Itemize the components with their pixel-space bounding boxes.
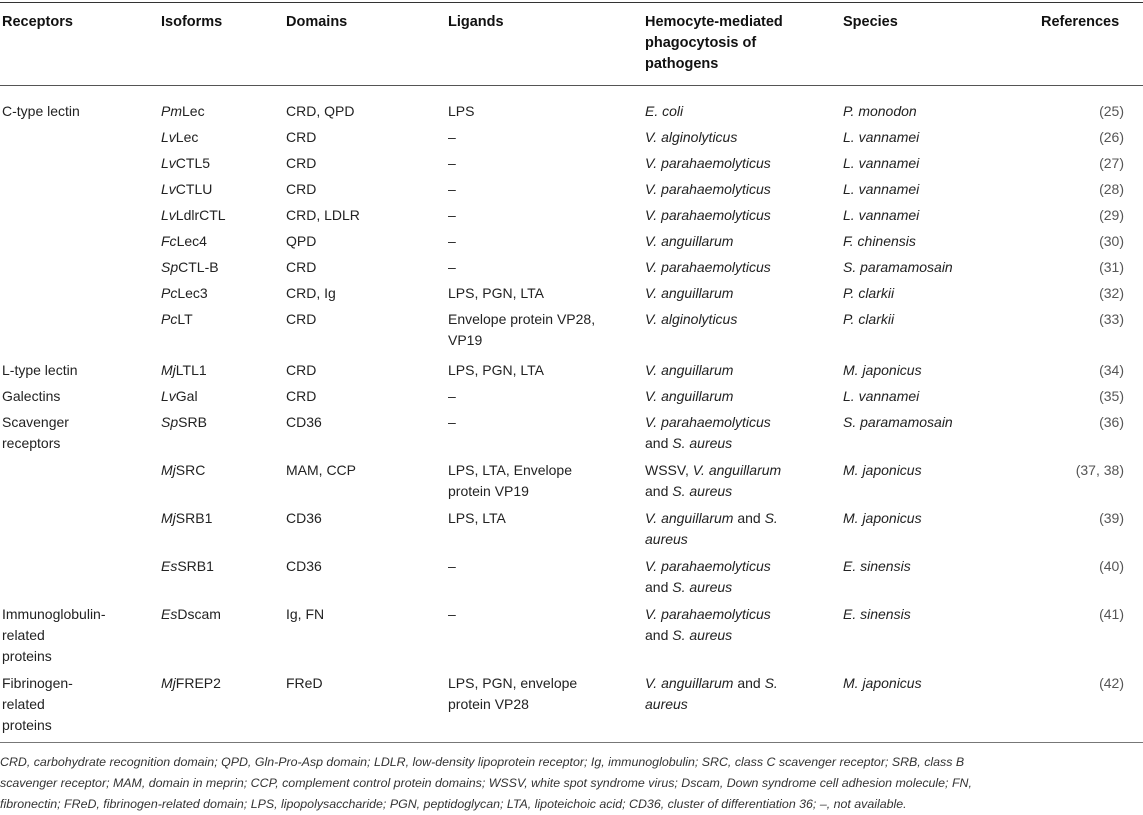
reference-paren: ( [1099, 233, 1104, 249]
reference-cell [1099, 153, 1124, 174]
pathogen-text: V. parahaemolyticus [645, 414, 771, 430]
pathogen-line [645, 101, 683, 122]
ligands-line: LPS, PGN, LTA [448, 285, 544, 301]
species-cell: L. vannamei [843, 207, 920, 223]
isoform-prefix: Sp [161, 414, 179, 430]
isoform-suffix: Gal [175, 388, 198, 404]
isoform-cell [161, 460, 205, 481]
ligands-cell [448, 179, 456, 200]
pathogen-text: and [645, 435, 673, 451]
ligands-cell [448, 127, 456, 148]
receptor-group-label: Fibrinogen- [2, 675, 73, 691]
reference-separator: , [1095, 462, 1104, 478]
pathogen-line [645, 625, 771, 646]
ligands-line: LPS, PGN, envelope [448, 675, 578, 691]
isoform-suffix: Lec4 [176, 233, 207, 249]
receptor-group-label: proteins [2, 717, 52, 733]
ligands-line: VP19 [448, 332, 483, 348]
receptor-group-label: L-type lectin [2, 362, 78, 378]
receptor-group-label: Galectins [2, 388, 61, 404]
domains-cell: FReD [286, 675, 323, 691]
reference-paren: ) [1119, 510, 1124, 526]
ligands-line: – [448, 129, 456, 145]
ligands-cell [448, 153, 456, 174]
reference-paren: ( [1099, 675, 1104, 691]
pathogen-line [645, 604, 771, 625]
species-cell: L. vannamei [843, 129, 920, 145]
isoform-cell [161, 283, 208, 304]
pathogen-text: S. aureus [672, 579, 733, 595]
isoform-suffix: SRB [178, 414, 207, 430]
reference-paren: ( [1099, 103, 1104, 119]
pathogen-line [645, 481, 781, 502]
reference-link[interactable]: 40 [1103, 558, 1120, 574]
pathogen-text: S. aureus [672, 435, 733, 451]
pathogen-text: and [733, 510, 765, 526]
domains-cell: CRD, QPD [286, 103, 355, 119]
ligands-line: – [448, 259, 456, 275]
ligands-cell [448, 257, 456, 278]
pathogen-text: V. anguillarum [645, 675, 734, 691]
pathogen-text: aureus [645, 531, 688, 547]
reference-paren: ( [1075, 462, 1081, 478]
ligands-line: LPS, LTA, Envelope [448, 462, 572, 478]
reference-link[interactable]: 31 [1103, 259, 1120, 275]
isoform-cell [161, 604, 221, 625]
isoform-suffix: SRB1 [175, 510, 213, 526]
reference-paren: ) [1119, 259, 1124, 275]
reference-paren: ( [1099, 362, 1104, 378]
domains-cell: Ig, FN [286, 606, 325, 622]
pathogen-line [645, 153, 771, 174]
isoform-suffix: Lec [175, 129, 199, 145]
reference-paren: ( [1099, 311, 1104, 327]
table-footnote [0, 752, 1140, 815]
ligands-line: – [448, 207, 456, 223]
pathogen-text: V. alginolyticus [645, 311, 738, 327]
pathogen-text: and [733, 675, 765, 691]
reference-paren: ) [1119, 362, 1124, 378]
pathogen-cell [645, 604, 771, 646]
pathogen-line [645, 127, 737, 148]
isoform-prefix: Pm [161, 103, 182, 119]
pathogen-line [645, 231, 733, 252]
pathogen-text: S. aureus [672, 483, 733, 499]
ligands-cell [448, 604, 456, 625]
pathogen-text: and [645, 627, 673, 643]
reference-paren: ) [1119, 388, 1124, 404]
isoform-prefix: Es [161, 558, 178, 574]
receptor-group-cell [2, 673, 73, 736]
reference-cell [1099, 205, 1124, 226]
isoform-cell [161, 153, 210, 174]
reference-link[interactable]: 41 [1103, 606, 1120, 622]
reference-paren: ) [1119, 129, 1124, 145]
reference-paren: ) [1119, 233, 1124, 249]
pathogen-text: V. parahaemolyticus [645, 606, 771, 622]
receptor-group-label: related [2, 627, 45, 643]
species-cell: M. japonicus [843, 510, 922, 526]
isoform-cell [161, 386, 198, 407]
ligands-cell [448, 101, 474, 122]
isoform-suffix: CTL-B [178, 259, 219, 275]
isoform-suffix: SRB1 [177, 558, 214, 574]
pathogen-line [645, 460, 781, 481]
header-species: Species [843, 14, 898, 30]
species-cell: E. sinensis [843, 558, 911, 574]
isoform-prefix: Lv [161, 129, 176, 145]
ligands-line: protein VP28 [448, 696, 529, 712]
ligands-line: – [448, 606, 456, 622]
reference-link[interactable]: 37 [1080, 462, 1096, 478]
reference-link[interactable]: 39 [1103, 510, 1120, 526]
domains-cell: MAM, CCP [286, 462, 356, 478]
isoform-suffix: Dscam [177, 606, 221, 622]
domains-cell: CD36 [286, 558, 322, 574]
header-ligands: Ligands [448, 14, 504, 30]
isoform-suffix: LTL1 [175, 362, 207, 378]
receptor-group-label: proteins [2, 648, 52, 664]
isoform-cell [161, 101, 205, 122]
pathogen-cell [645, 257, 771, 278]
species-cell: S. paramamosain [843, 259, 953, 275]
reference-cell [1099, 127, 1124, 148]
species-cell: S. paramamosain [843, 414, 953, 430]
isoform-prefix: Mj [161, 510, 176, 526]
reference-cell [1099, 101, 1124, 122]
reference-cell [1099, 604, 1124, 625]
reference-link[interactable]: 42 [1103, 675, 1120, 691]
isoform-prefix: Fc [161, 233, 177, 249]
ligands-line: LPS, PGN, LTA [448, 362, 544, 378]
ligands-cell [448, 412, 456, 433]
reference-paren: ) [1119, 606, 1124, 622]
reference-paren: ( [1099, 285, 1104, 301]
pathogen-text: V. parahaemolyticus [645, 558, 771, 574]
reference-paren: ) [1119, 462, 1124, 478]
isoform-prefix: Es [161, 606, 178, 622]
reference-cell [1099, 673, 1124, 694]
header-phagocytosis [645, 12, 783, 75]
isoform-cell [161, 127, 198, 148]
ligands-line: LPS, LTA [448, 510, 506, 526]
domains-cell: CRD [286, 129, 317, 145]
ligands-cell [448, 231, 456, 252]
pathogen-cell [645, 556, 771, 598]
isoform-cell [161, 556, 214, 577]
isoform-cell [161, 360, 207, 381]
header-phagocytosis-line: phagocytosis of [645, 35, 757, 51]
reference-cell [1099, 360, 1124, 381]
species-cell: M. japonicus [843, 362, 922, 378]
pathogen-text: V. anguillarum [645, 362, 734, 378]
domains-cell: CRD, Ig [286, 285, 336, 301]
reference-cell [1099, 231, 1124, 252]
pathogen-text: V. parahaemolyticus [645, 207, 771, 223]
ligands-cell [448, 460, 572, 502]
reference-cell [1099, 283, 1124, 304]
reference-link[interactable]: 28 [1103, 181, 1120, 197]
isoform-suffix: FREP2 [175, 675, 221, 691]
ligands-cell [448, 386, 456, 407]
footnote-line: scavenger receptor; MAM, domain in meprin; CCP, complement control protein domains; WSSV, white spot syndrome virus; Dscam, Down syndrome cell adhesion molecule; FN, [0, 776, 972, 790]
receptor-group-cell [2, 604, 106, 667]
pathogen-line [645, 360, 733, 381]
ligands-line: – [448, 155, 456, 171]
domains-cell: CRD [286, 181, 317, 197]
header-references: References [1041, 14, 1120, 30]
isoform-suffix: CTLU [175, 181, 213, 197]
domains-cell: CRD [286, 362, 317, 378]
pathogen-cell [645, 101, 683, 122]
isoform-suffix: SRC [175, 462, 206, 478]
domains-cell: CRD [286, 259, 317, 275]
reference-paren: ) [1119, 414, 1124, 430]
reference-link[interactable]: 30 [1103, 233, 1120, 249]
pathogen-text: V. anguillarum [645, 285, 734, 301]
reference-paren: ( [1099, 388, 1104, 404]
reference-paren: ( [1099, 558, 1104, 574]
reference-link[interactable]: 27 [1103, 155, 1120, 171]
species-cell: M. japonicus [843, 462, 922, 478]
pathogen-text: and [645, 483, 673, 499]
reference-link[interactable]: 33 [1103, 311, 1120, 327]
receptor-group-label: Immunoglobulin- [2, 606, 106, 622]
receptor-group-label: related [2, 696, 45, 712]
ligands-line: – [448, 388, 456, 404]
reference-cell [1099, 556, 1124, 577]
ligands-line: Envelope protein VP28, [448, 311, 596, 327]
pathogen-cell [645, 508, 778, 550]
receptor-group-cell [2, 412, 69, 454]
isoform-suffix: CTL5 [175, 155, 211, 171]
reference-paren: ( [1099, 155, 1104, 171]
isoform-cell [161, 508, 212, 529]
pathogen-line [645, 529, 778, 550]
domains-cell: CD36 [286, 414, 322, 430]
isoform-prefix: Mj [161, 462, 176, 478]
reference-cell [1099, 508, 1124, 529]
species-cell: L. vannamei [843, 181, 920, 197]
pathogen-text: V. anguillarum [645, 233, 734, 249]
header-isoforms: Isoforms [161, 14, 223, 30]
ligands-cell [448, 556, 456, 577]
ligands-cell [448, 309, 595, 351]
receptor-group-label: receptors [2, 435, 61, 451]
reference-paren: ) [1119, 558, 1124, 574]
pathogen-text: aureus [645, 696, 688, 712]
reference-cell [1099, 179, 1124, 200]
reference-link[interactable]: 25 [1103, 103, 1120, 119]
pathogen-text: V. parahaemolyticus [645, 155, 771, 171]
ligands-cell [448, 508, 506, 529]
pathogen-line [645, 283, 733, 304]
receptor-group-cell [2, 101, 80, 122]
isoform-cell [161, 205, 226, 226]
pathogen-line [645, 412, 771, 433]
pathogen-cell [645, 179, 771, 200]
table-header-rule [0, 85, 1143, 86]
pathogen-line [645, 386, 733, 407]
pathogen-text: V. alginolyticus [645, 129, 738, 145]
header-phagocytosis-line: Hemocyte-mediated [645, 14, 783, 30]
pathogen-line [645, 508, 778, 529]
isoform-cell [161, 412, 207, 433]
species-cell: P. clarkii [843, 285, 895, 301]
pathogen-line [645, 309, 737, 330]
footnote-line: CRD, carbohydrate recognition domain; QPD, Gln-Pro-Asp domain; LDLR, low-density lipoprotein receptor; Ig, immunoglobulin; SRC, class C scavenger receptor; SRB, class B [0, 755, 965, 769]
isoform-prefix: Mj [161, 362, 176, 378]
species-cell: F. chinensis [843, 233, 916, 249]
ligands-line: – [448, 233, 456, 249]
domains-cell: CRD, LDLR [286, 207, 360, 223]
reference-paren: ( [1099, 207, 1104, 223]
table-bottom-rule [0, 742, 1143, 743]
ligands-cell [448, 360, 544, 381]
pathogen-cell [645, 231, 733, 252]
reference-paren: ) [1119, 675, 1124, 691]
reference-paren: ( [1099, 510, 1104, 526]
reference-paren: ) [1119, 207, 1124, 223]
isoform-cell [161, 231, 207, 252]
isoform-cell [161, 257, 219, 278]
pathogen-cell [645, 386, 733, 407]
reference-link[interactable]: 29 [1103, 207, 1120, 223]
isoform-prefix: Lv [161, 155, 176, 171]
isoform-suffix: Lec3 [177, 285, 208, 301]
pathogen-text: E. coli [645, 103, 684, 119]
pathogen-text: S. [764, 675, 778, 691]
pathogen-text: S. aureus [672, 627, 733, 643]
ligands-cell [448, 205, 456, 226]
species-cell: M. japonicus [843, 675, 922, 691]
pathogen-line [645, 179, 771, 200]
ligands-line: protein VP19 [448, 483, 529, 499]
pathogen-cell [645, 460, 781, 502]
reference-paren: ( [1099, 181, 1104, 197]
reference-paren: ) [1119, 311, 1124, 327]
isoform-cell [161, 673, 221, 694]
reference-paren: ) [1119, 155, 1124, 171]
isoform-prefix: Lv [161, 181, 176, 197]
receptor-group-cell [2, 386, 60, 407]
reference-paren: ( [1099, 606, 1104, 622]
reference-cell [1076, 460, 1124, 481]
pathogen-text: V. anguillarum [645, 388, 734, 404]
domains-cell: CRD [286, 155, 317, 171]
domains-cell: CRD [286, 311, 317, 327]
isoform-suffix: Lec [182, 103, 205, 119]
pathogen-text: WSSV, [645, 462, 693, 478]
receptor-group-label: C-type lectin [2, 103, 80, 119]
reference-paren: ) [1119, 285, 1124, 301]
isoform-prefix: Pc [161, 285, 178, 301]
species-cell: L. vannamei [843, 388, 920, 404]
species-cell: P. clarkii [843, 311, 895, 327]
domains-cell: CD36 [286, 510, 322, 526]
pathogen-text: V. anguillarum [692, 462, 782, 478]
pathogen-line [645, 694, 778, 715]
ligands-line: – [448, 414, 456, 430]
species-cell: P. monodon [843, 103, 917, 119]
reference-link[interactable]: 32 [1103, 285, 1120, 301]
reference-cell [1099, 257, 1124, 278]
pathogen-cell [645, 283, 733, 304]
isoform-cell [161, 179, 212, 200]
pathogen-cell [645, 205, 771, 226]
pathogen-line [645, 577, 771, 598]
pathogen-cell [645, 673, 778, 715]
header-receptors: Receptors [2, 14, 73, 30]
ligands-line: LPS [448, 103, 475, 119]
pathogen-cell [645, 360, 733, 381]
ligands-line: – [448, 181, 456, 197]
domains-cell: QPD [286, 233, 317, 249]
pathogen-line [645, 673, 778, 694]
reference-paren: ( [1099, 129, 1104, 145]
pathogen-cell [645, 153, 771, 174]
pathogen-text: and [645, 579, 673, 595]
pathogen-cell [645, 412, 771, 454]
pathogen-text: V. parahaemolyticus [645, 259, 771, 275]
pathogen-text: S. [764, 510, 778, 526]
reference-paren: ) [1119, 181, 1124, 197]
reference-link[interactable]: 34 [1103, 362, 1120, 378]
reference-cell [1099, 309, 1124, 330]
receptor-group-cell [2, 360, 77, 381]
header-domains: Domains [286, 14, 348, 30]
isoform-prefix: Pc [161, 311, 178, 327]
isoform-prefix: Lv [161, 388, 176, 404]
footnote-line: fibronectin; FReD, fibrinogen-related domain; LPS, lipopolysaccharide; PGN, peptidoglycan; LTA, lipoteichoic acid; CD36, cluster of differentiation 36; –, not available. [0, 797, 907, 811]
reference-paren: ( [1099, 414, 1104, 430]
isoform-suffix: LT [177, 311, 193, 327]
reference-link[interactable]: 26 [1103, 129, 1120, 145]
pathogen-text: V. parahaemolyticus [645, 181, 771, 197]
isoform-prefix: Mj [161, 675, 176, 691]
isoform-prefix: Sp [161, 259, 179, 275]
header-phagocytosis-line: pathogens [645, 56, 719, 72]
reference-paren: ( [1099, 259, 1104, 275]
table-top-rule [0, 2, 1143, 3]
pathogen-text: V. anguillarum [645, 510, 734, 526]
isoform-prefix: Lv [161, 207, 176, 223]
ligands-cell [448, 283, 544, 304]
isoform-suffix: LdlrCTL [175, 207, 226, 223]
reference-cell [1099, 412, 1124, 433]
pathogen-line [645, 433, 771, 454]
pathogen-cell [645, 309, 737, 330]
receptor-group-label: Scavenger [2, 414, 69, 430]
pathogen-line [645, 205, 771, 226]
reference-link[interactable]: 38 [1103, 462, 1120, 478]
species-cell: L. vannamei [843, 155, 920, 171]
reference-link[interactable]: 36 [1103, 414, 1120, 430]
reference-paren: ) [1119, 103, 1124, 119]
pathogen-line [645, 556, 771, 577]
ligands-cell [448, 673, 577, 715]
pathogen-cell [645, 127, 737, 148]
pathogen-line [645, 257, 771, 278]
ligands-line: – [448, 558, 456, 574]
domains-cell: CRD [286, 388, 317, 404]
reference-cell [1099, 386, 1124, 407]
isoform-cell [161, 309, 193, 330]
reference-link[interactable]: 35 [1103, 388, 1120, 404]
species-cell: E. sinensis [843, 606, 911, 622]
